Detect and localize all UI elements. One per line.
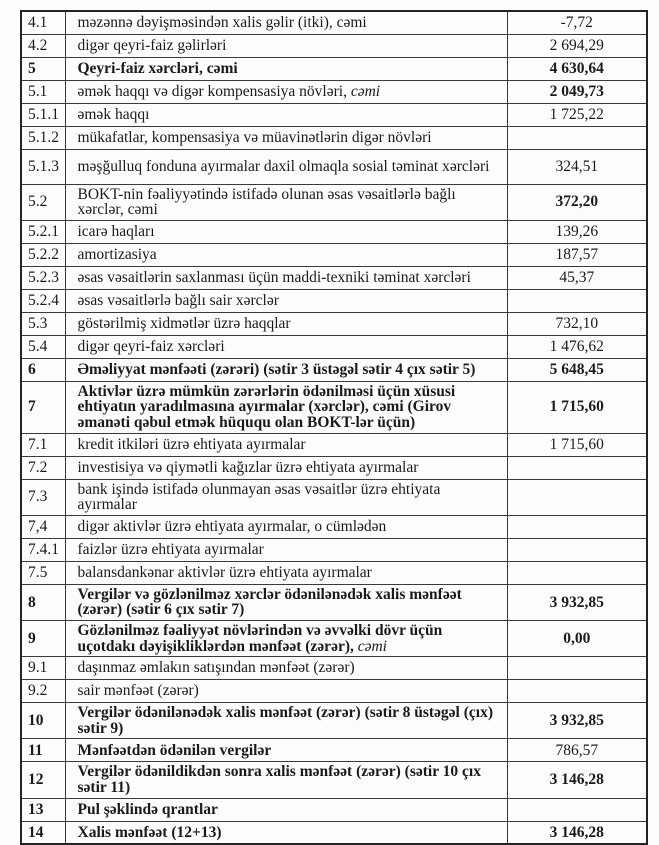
table-row	[21, 798, 647, 821]
table-row	[21, 703, 647, 739]
row-description-text: BOKT-nin fəaliyyətində istifadə olunan əsas vəsaitlərlə bağlı xərclər, cəmi	[77, 185, 456, 219]
row-description-text: sair mənfəət (zərər)	[77, 682, 199, 700]
table-row	[21, 561, 647, 584]
row-value: 187,57	[507, 243, 647, 266]
table-row	[21, 821, 647, 844]
table-row	[21, 184, 647, 220]
row-description-text: məşğulluq fonduna ayırmalar daxil olmaqla sosial təminat xərcləri	[77, 157, 490, 175]
row-description	[65, 703, 507, 739]
row-description	[65, 289, 507, 312]
table-row	[21, 220, 647, 243]
row-description	[65, 798, 507, 821]
row-description-text: Aktivlər üzrə mümkün zərərlərin ödənilməsi üçün xüsusi ehtiyatın yaradılmasına ayırmalar (xərclər), cəmi (Girov əmanəti qəbul etmək hüququ olan BOKT-lər üçün)	[77, 382, 456, 431]
row-number: 4.1	[21, 11, 65, 34]
row-description	[65, 220, 507, 243]
row-description-text: digər aktivlər üzrə ehtiyata ayırmalar, o cümlədən	[77, 518, 387, 536]
table-row	[21, 479, 647, 515]
row-description	[65, 584, 507, 620]
row-description	[65, 80, 507, 103]
row-value	[507, 798, 647, 821]
table-row	[21, 433, 647, 456]
table-row	[21, 515, 647, 538]
row-description	[65, 456, 507, 479]
row-description	[65, 184, 507, 220]
row-number: 5.1.1	[21, 103, 65, 126]
row-description-text: Xalis mənfəət (12+13)	[77, 823, 222, 841]
table-row	[21, 621, 647, 657]
table-row	[21, 34, 647, 57]
table-row	[21, 57, 647, 80]
row-number: 5.2.4	[21, 289, 65, 312]
row-description	[65, 538, 507, 561]
table-row	[21, 381, 647, 433]
row-number: 10	[21, 703, 65, 739]
row-number: 5.2.2	[21, 243, 65, 266]
row-number: 9	[21, 621, 65, 657]
row-description-text: Əməliyyat mənfəəti (zərəri) (sətir 3 üstəgəl sətir 4 çıx sətir 5)	[77, 360, 476, 378]
row-number: 6	[21, 358, 65, 381]
row-number: 14	[21, 821, 65, 844]
row-value: 3 146,28	[507, 821, 647, 844]
row-description	[65, 149, 507, 184]
row-description-text: Vergilər ödənilənədək xalis mənfəət (zərər) (sətir 8 üstəgəl (çıx) sətir 9)	[77, 704, 493, 737]
row-description	[65, 11, 507, 34]
row-number: 11	[21, 739, 65, 762]
row-value: 1 476,62	[507, 335, 647, 358]
table-row	[21, 335, 647, 358]
table-row	[21, 11, 647, 34]
row-description	[65, 762, 507, 798]
row-description	[65, 621, 507, 657]
financial-table-body	[21, 11, 647, 844]
row-description-text: məzənnə dəyişməsindən xalis gəlir (itki), cəmi	[77, 13, 367, 31]
table-row	[21, 739, 647, 762]
row-value: -7,72	[507, 11, 647, 34]
row-description	[65, 34, 507, 57]
row-description	[65, 680, 507, 703]
row-value	[507, 538, 647, 561]
row-description-text: daşınmaz əmlakın satışından mənfəət (zərər)	[77, 659, 355, 677]
row-description	[65, 126, 507, 149]
row-number: 5.3	[21, 312, 65, 335]
table-row	[21, 126, 647, 149]
row-number: 5	[21, 57, 65, 80]
row-value: 2 049,73	[507, 80, 647, 103]
row-description	[65, 381, 507, 433]
row-number: 7,4	[21, 515, 65, 538]
row-description-text: Qeyri-faiz xərcləri, cəmi	[77, 59, 238, 77]
row-value	[507, 657, 647, 680]
row-number: 7.5	[21, 561, 65, 584]
row-number: 4.2	[21, 34, 65, 57]
row-description-text: Vergilər ödənildikdən sonra xalis mənfəət (zərər) (sətir 10 çıx sətir 11)	[77, 763, 481, 797]
row-description	[65, 358, 507, 381]
table-row	[21, 657, 647, 680]
row-number: 13	[21, 798, 65, 821]
table-row	[21, 149, 647, 184]
row-value	[507, 515, 647, 538]
financial-table	[20, 10, 648, 845]
row-description-text: əmək haqqı və digər kompensasiya növləri,	[77, 82, 351, 100]
row-description	[65, 657, 507, 680]
row-description-text: Vergilər və gözlənilməz xərclər ödənilənədək xalis mənfəət (zərər) (sətir 6 çıx sətir 7)	[77, 585, 462, 619]
table-row	[21, 538, 647, 561]
row-description-italic-suffix: cəmi	[350, 82, 381, 100]
table-row	[21, 266, 647, 289]
row-value	[507, 479, 647, 515]
row-description-text: icarə haqları	[77, 222, 155, 240]
row-description-text: mükafatlar, kompensasiya və müavinətlərin digər növləri	[77, 128, 432, 146]
row-number: 7.2	[21, 456, 65, 479]
row-number: 5.4	[21, 335, 65, 358]
row-value: 1 715,60	[507, 381, 647, 433]
row-number: 5.2.1	[21, 220, 65, 243]
row-description-text: kredit itkiləri üzrə ehtiyata ayırmalar	[77, 435, 306, 453]
row-number: 7.1	[21, 433, 65, 456]
row-value: 5 648,45	[507, 358, 647, 381]
row-description-text: investisiya və qiymətli kağızlar üzrə ehtiyata ayırmalar	[77, 458, 419, 476]
table-row	[21, 103, 647, 126]
row-value: 372,20	[507, 184, 647, 220]
row-number: 7.3	[21, 479, 65, 515]
row-description	[65, 312, 507, 335]
row-description-text: əsas vəsaitlərin saxlanması üçün maddi-texniki təminat xərcləri	[77, 268, 471, 286]
table-row	[21, 456, 647, 479]
row-value: 1 715,60	[507, 433, 647, 456]
row-description-text: əmək haqqı	[77, 105, 150, 123]
row-description-italic-suffix: cəmi	[357, 637, 387, 655]
row-value	[507, 289, 647, 312]
row-description-text: Pul şəklində qrantlar	[77, 800, 218, 818]
row-number: 8	[21, 584, 65, 620]
row-description	[65, 266, 507, 289]
row-value: 3 932,85	[507, 584, 647, 620]
row-value: 4 630,64	[507, 57, 647, 80]
row-value	[507, 680, 647, 703]
row-number: 5.1.2	[21, 126, 65, 149]
table-row	[21, 289, 647, 312]
row-number: 5.2.3	[21, 266, 65, 289]
row-value: 45,37	[507, 266, 647, 289]
row-number: 7	[21, 381, 65, 433]
row-description-text: bank işində istifadə olunmayan əsas vəsaitlər üzrə ehtiyata ayırmalar	[77, 480, 441, 514]
row-value: 786,57	[507, 739, 647, 762]
table-row	[21, 312, 647, 335]
table-row	[21, 80, 647, 103]
row-number: 9.2	[21, 680, 65, 703]
table-row	[21, 680, 647, 703]
row-description	[65, 821, 507, 844]
row-description-text: balansdankənar aktivlər üzrə ehtiyata ayırmalar	[77, 564, 372, 582]
table-row	[21, 243, 647, 266]
row-description	[65, 515, 507, 538]
row-value	[507, 126, 647, 149]
row-description	[65, 243, 507, 266]
table-row	[21, 762, 647, 798]
row-number: 12	[21, 762, 65, 798]
row-description	[65, 739, 507, 762]
row-value: 3 146,28	[507, 762, 647, 798]
row-description-text: digər qeyri-faiz xərcləri	[77, 337, 225, 355]
row-value: 1 725,22	[507, 103, 647, 126]
row-number: 7.4.1	[21, 538, 65, 561]
row-description-text: faizlər üzrə ehtiyata ayırmalar	[77, 541, 264, 559]
row-description	[65, 561, 507, 584]
row-value: 324,51	[507, 149, 647, 184]
row-value: 0,00	[507, 621, 647, 657]
row-value	[507, 456, 647, 479]
row-description	[65, 57, 507, 80]
row-description-text: digər qeyri-faiz gəlirləri	[77, 36, 227, 54]
row-value: 3 932,85	[507, 703, 647, 739]
row-description-text: əsas vəsaitlərlə bağlı sair xərclər	[77, 291, 279, 309]
row-value: 139,26	[507, 220, 647, 243]
row-description	[65, 335, 507, 358]
row-description	[65, 479, 507, 515]
row-description-text: amortizasiya	[77, 245, 157, 263]
row-number: 5.1	[21, 80, 65, 103]
row-value: 2 694,29	[507, 34, 647, 57]
table-row	[21, 358, 647, 381]
row-description-text: göstərilmiş xidmətlər üzrə haqqlar	[77, 314, 291, 332]
row-value	[507, 561, 647, 584]
row-number: 9.1	[21, 657, 65, 680]
table-row	[21, 584, 647, 620]
row-number: 5.1.3	[21, 149, 65, 184]
row-description-text: Mənfəətdən ödənilən vergilər	[77, 741, 272, 759]
row-description-text: Gözlənilməz fəaliyyət növlərindən və əvvəlki dövr üçün uçotdakı dəyişikliklərdən mənfəət (zərər),	[77, 622, 443, 655]
row-description	[65, 433, 507, 456]
row-number: 5.2	[21, 184, 65, 220]
row-value: 732,10	[507, 312, 647, 335]
row-description	[65, 103, 507, 126]
